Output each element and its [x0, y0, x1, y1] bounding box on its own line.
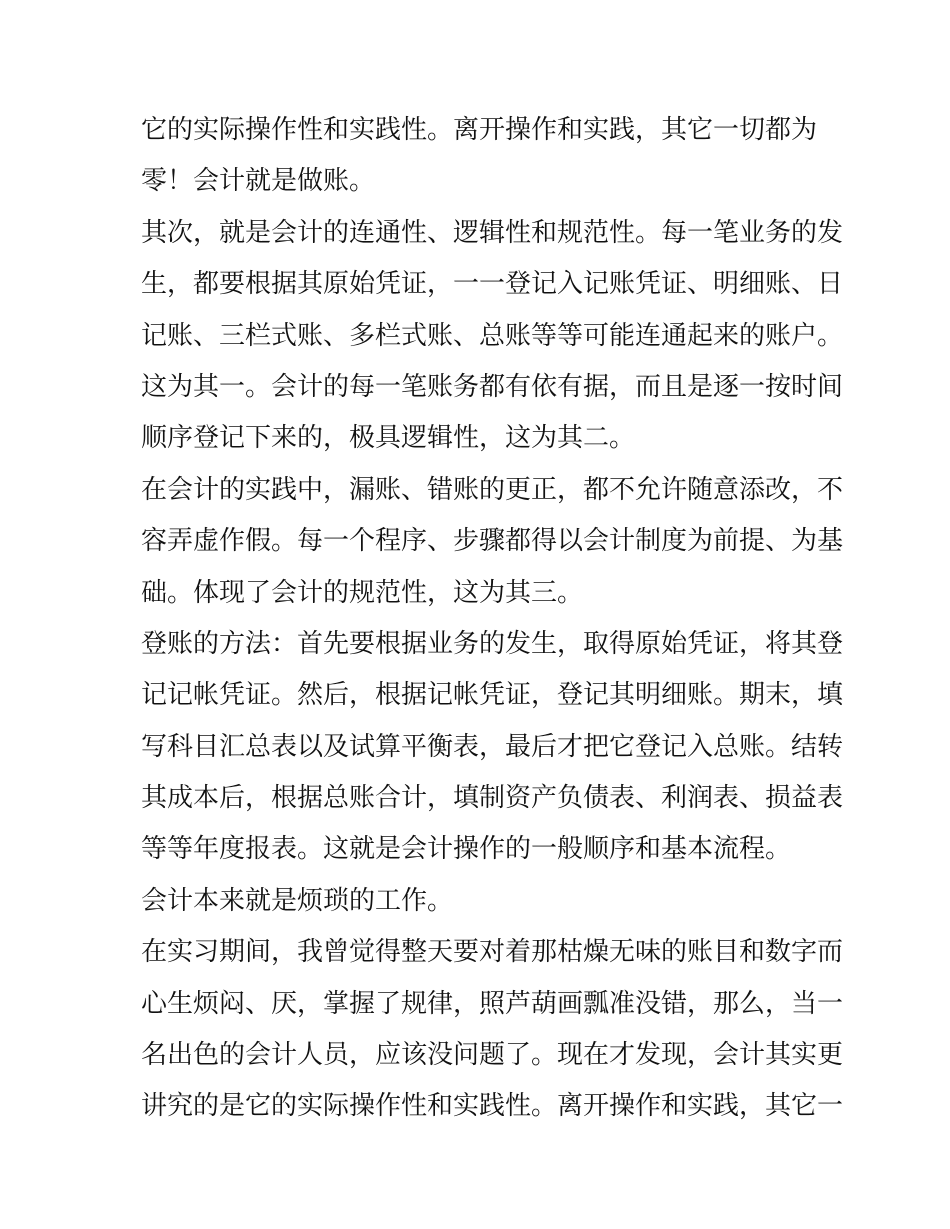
text-line: 顺序登记下来的，极具逻辑性，这为其二。 — [141, 423, 636, 454]
text-line: 写科目汇总表以及试算平衡表，最后才把它登记入总账。结转 — [141, 731, 844, 762]
text-line: 记记帐凭证。然后，根据记帐凭证，登记其明细账。期末，填 — [141, 680, 844, 711]
text-line: 在实习期间，我曾觉得整天要对着那枯燥无味的账目和数字而 — [141, 937, 844, 968]
text-line: 其次，就是会计的连通性、逻辑性和规范性。每一笔业务的发 — [141, 217, 844, 248]
text-line: 会计本来就是烦琐的工作。 — [141, 885, 454, 916]
text-line: 讲究的是它的实际操作性和实践性。离开操作和实践，其它一 — [141, 1091, 844, 1122]
document-body — [141, 105, 844, 1133]
text-line: 记账、三栏式账、多栏式账、总账等等可能连通起来的账户。 — [141, 320, 844, 351]
text-line: 础。体现了会计的规范性，这为其三。 — [141, 577, 584, 608]
text-line: 等等年度报表。这就是会计操作的一般顺序和基本流程。 — [141, 834, 792, 865]
text-line: 名出色的会计人员，应该没问题了。现在才发现，会计其实更 — [141, 1040, 844, 1071]
text-line: 登账的方法：首先要根据业务的发生，取得原始凭证，将其登 — [141, 628, 844, 659]
text-line: 心生烦闷、厌，掌握了规律，照芦葫画瓢准没错，那么，当一 — [141, 988, 844, 1019]
text-line: 容弄虚作假。每一个程序、步骤都得以会计制度为前提、为基 — [141, 526, 844, 557]
text-line: 生，都要根据其原始凭证，一一登记入记账凭证、明细账、日 — [141, 269, 844, 300]
text-line: 这为其一。会计的每一笔账务都有依有据，而且是逐一按时间 — [141, 371, 844, 402]
text-line: 其成本后，根据总账合计，填制资产负债表、利润表、损益表 — [141, 783, 844, 814]
text-line: 零！会计就是做账。 — [141, 166, 376, 197]
text-line: 它的实际操作性和实践性。离开操作和实践，其它一切都为 — [141, 115, 818, 145]
text-line: 在会计的实践中，漏账、错账的更正，都不允许随意添改，不 — [141, 474, 844, 505]
